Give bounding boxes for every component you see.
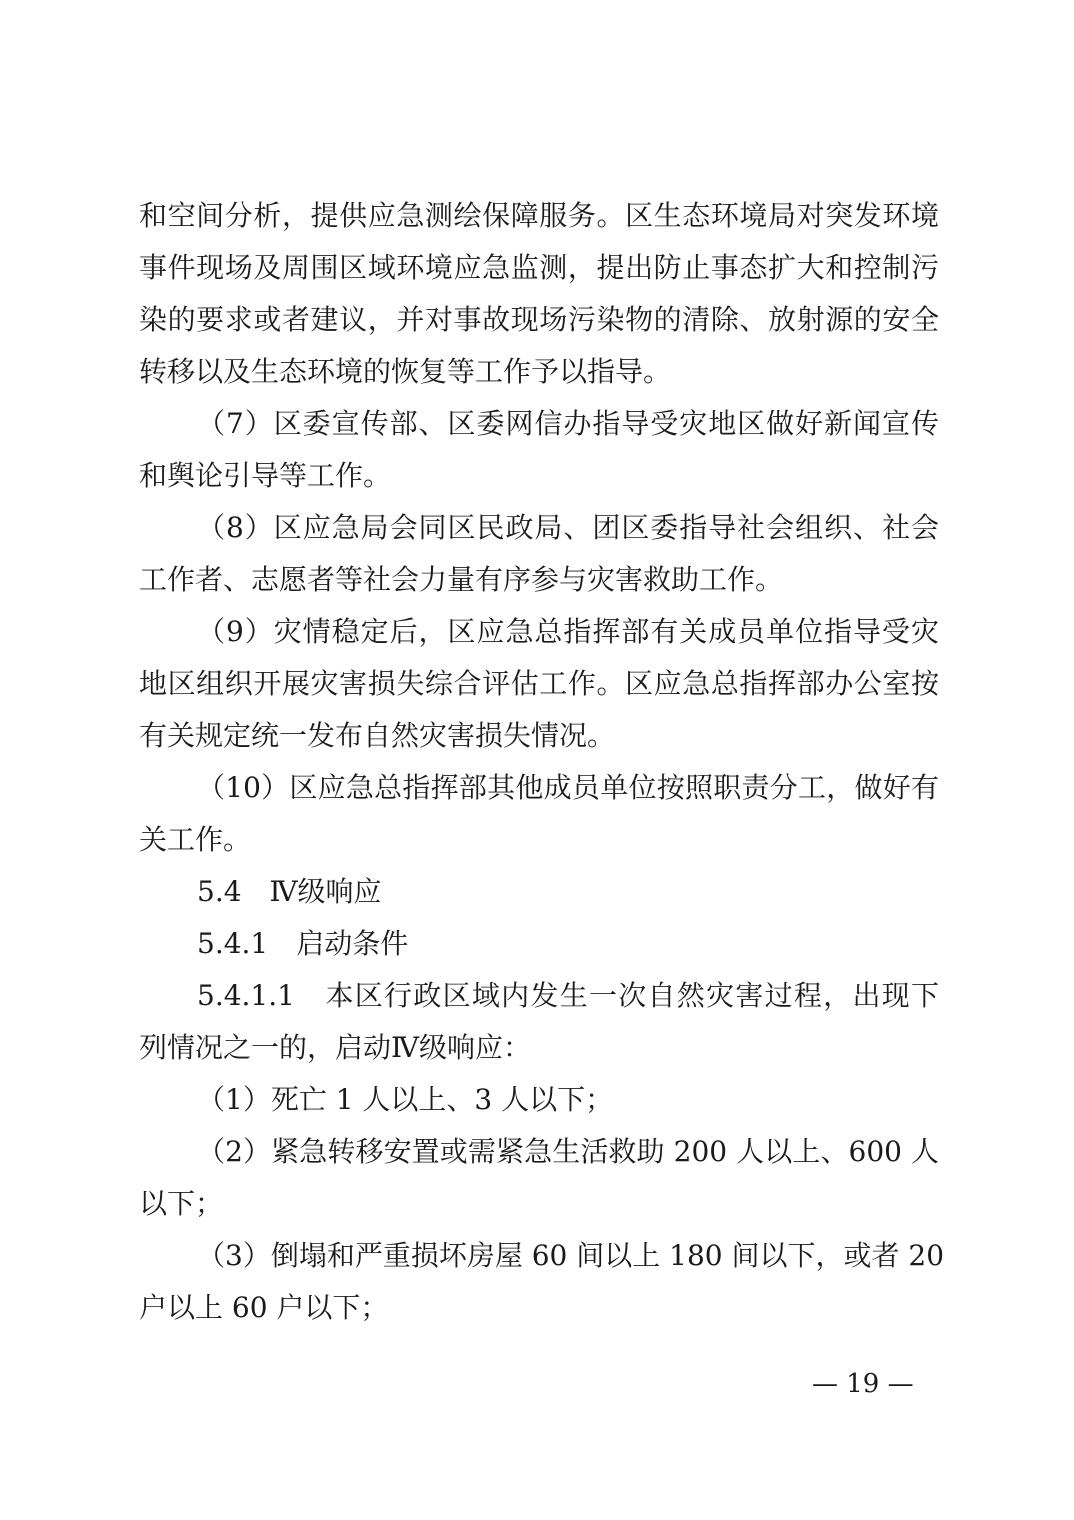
body-line-1: 和空间分析，提供应急测绘保障服务。区生态环境局对突发环境 <box>139 199 939 232</box>
body-line-17: 列情况之一的，启动Ⅳ级响应： <box>139 1031 531 1064</box>
body-line-5: （7）区委宣传部、区委网信办指导受灾地区做好新闻宣传 <box>197 407 939 440</box>
body-line-21: （3）倒塌和严重损坏房屋 60 间以上 180 间以下，或者 20 <box>197 1239 945 1272</box>
body-line-7: （8）区应急局会同区民政局、团区委指导社会组织、社会 <box>197 511 939 544</box>
body-line-10: 地区组织开展灾害损失综合评估工作。区应急总指挥部办公室按 <box>139 667 939 700</box>
body-line-3: 染的要求或者建议，并对事故现场污染物的清除、放射源的安全 <box>139 303 939 336</box>
section-heading-5-4-1: 5.4.1 启动条件 <box>197 927 409 960</box>
body-line-4: 转移以及生态环境的恢复等工作予以指导。 <box>139 355 672 388</box>
body-line-12: （10）区应急总指挥部其他成员单位按照职责分工，做好有 <box>197 771 939 804</box>
body-line-22: 户以上 60 户以下； <box>139 1291 389 1324</box>
body-line-9: （9）灾情稳定后，区应急总指挥部有关成员单位指导受灾 <box>197 615 939 648</box>
body-line-11: 有关规定统一发布自然灾害损失情况。 <box>139 719 616 752</box>
section-heading-5-4: 5.4 Ⅳ级响应 <box>197 875 382 908</box>
body-line-13: 关工作。 <box>139 823 252 856</box>
body-line-8: 工作者、志愿者等社会力量有序参与灾害救助工作。 <box>139 563 784 596</box>
page-number: — 19 — <box>812 1369 914 1399</box>
body-line-16: 5.4.1.1 本区行政区域内发生一次自然灾害过程，出现下 <box>197 979 939 1012</box>
body-line-20: 以下； <box>139 1187 224 1220</box>
body-line-19: （2）紧急转移安置或需紧急生活救助 200 人以上、600 人 <box>197 1135 939 1168</box>
body-line-2: 事件现场及周围区域环境应急监测，提出防止事态扩大和控制污 <box>139 251 939 284</box>
body-line-6: 和舆论引导等工作。 <box>139 459 392 492</box>
body-line-18: （1）死亡 1 人以上、3 人以下； <box>197 1083 614 1116</box>
